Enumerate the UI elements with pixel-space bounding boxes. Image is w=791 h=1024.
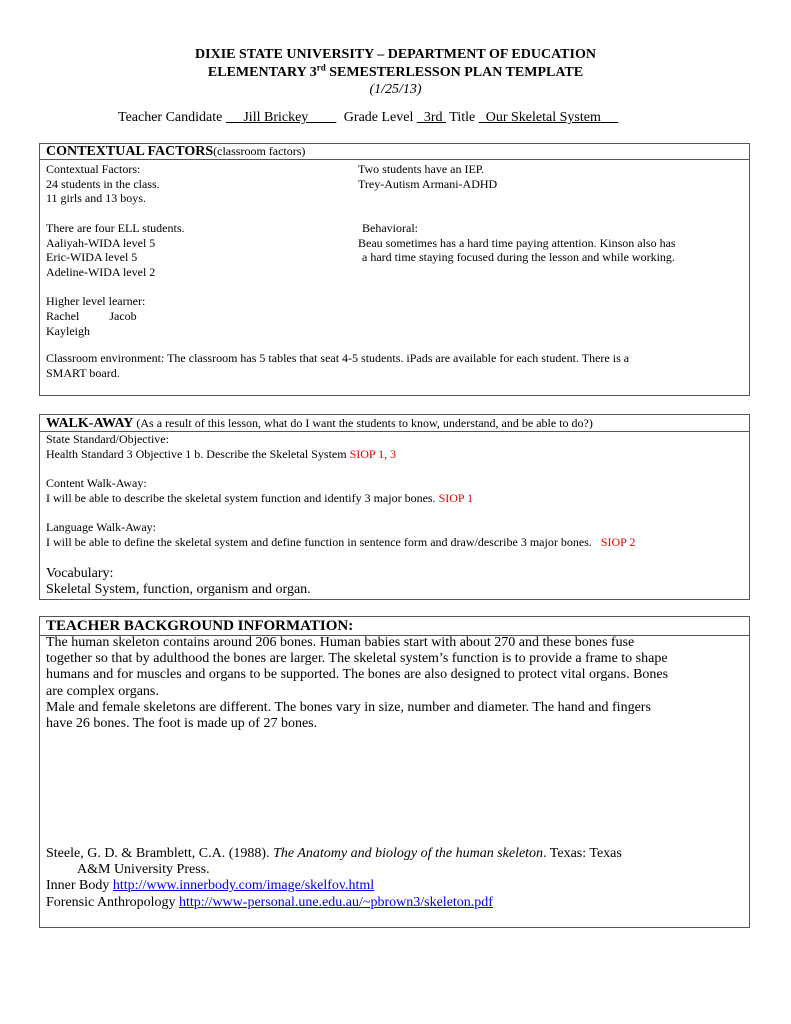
reference-title: The Anatomy and biology of the human skeleton bbox=[273, 846, 544, 861]
environment-line: Classroom environment: The classroom has 5 tables that seat 4-5 students. iPads are available for each student. There is a bbox=[46, 351, 630, 365]
references bbox=[46, 846, 622, 911]
classroom-environment bbox=[46, 351, 629, 380]
innerbody-reference bbox=[46, 878, 622, 894]
background-line: humans and for muscles and organs to be supported. The bones are also designed to protect vital organs. Bones bbox=[46, 667, 669, 683]
walk-away-content bbox=[46, 432, 635, 550]
teacher-label: Teacher Candidate bbox=[118, 110, 223, 125]
left-line: Adeline-WIDA level 2 bbox=[46, 264, 156, 279]
reference-tail: . Texas: Texas bbox=[543, 846, 622, 861]
environment-line: SMART board. bbox=[46, 365, 120, 380]
template-title-sup: rd bbox=[316, 62, 326, 73]
background-text bbox=[46, 635, 668, 732]
lesson-info-line bbox=[118, 110, 618, 126]
standard-line bbox=[46, 447, 635, 462]
date: (1/25/13) bbox=[369, 82, 422, 97]
forensic-label: Forensic Anthropology bbox=[46, 894, 179, 910]
teacher-background-heading: TEACHER BACKGROUND INFORMATION: bbox=[40, 617, 749, 636]
grade-label: Grade Level bbox=[343, 110, 414, 125]
contextual-factors-heading: CONTEXTUAL FACTORS bbox=[46, 144, 214, 159]
left-line: Contextual Factors: bbox=[46, 162, 141, 176]
background-line: are complex organs. bbox=[46, 683, 159, 699]
forensic-reference bbox=[46, 895, 622, 911]
content-line bbox=[46, 491, 635, 506]
language-siop: SIOP 2 bbox=[600, 534, 636, 549]
reference-publisher: A&M University Press. bbox=[77, 862, 210, 878]
template-title bbox=[0, 64, 791, 81]
walk-away-header bbox=[40, 415, 749, 432]
left-line: Aaliyah-WIDA level 5 bbox=[46, 235, 156, 250]
language-text: I will be able to define the skeletal system and define function in sentence form and draw/describe 3 major bones. bbox=[46, 534, 592, 549]
contextual-right-column bbox=[358, 162, 676, 265]
background-line: together so that by adulthood the bones are larger. The skeletal system’s function is to provide a frame to shape bbox=[46, 651, 668, 667]
left-line: 11 girls and 13 boys. bbox=[46, 191, 146, 206]
innerbody-link[interactable]: http://www.innerbody.com/image/skelfov.html bbox=[112, 878, 375, 894]
contextual-left-column bbox=[46, 162, 185, 338]
background-line: Male and female skeletons are different. The bones vary in size, number and diameter. The hand and fingers bbox=[46, 699, 651, 715]
contextual-factors-header bbox=[40, 144, 749, 160]
contextual-factors-sub: (classroom factors) bbox=[213, 144, 306, 158]
right-line: Trey-Autism Armani-ADHD bbox=[358, 176, 498, 191]
walk-away-sub: (As a result of this lesson, what do I want the students to know, understand, and be able to do?) bbox=[136, 416, 593, 430]
title-value: Our Skeletal System bbox=[485, 110, 601, 125]
left-line: There are four ELL students. bbox=[46, 220, 185, 235]
background-line: The human skeleton contains around 206 bones. Human babies start with about 270 and these bones fuse bbox=[46, 635, 635, 650]
forensic-link[interactable]: http://www-personal.une.edu.au/~pbrown3/skeleton.pdf bbox=[179, 894, 493, 910]
title-label: Title bbox=[449, 110, 476, 125]
reference-author: Steele, G. D. & Bramblett, C.A. (1988). bbox=[46, 846, 274, 861]
language-label: Language Walk-Away: bbox=[46, 520, 157, 535]
innerbody-label: Inner Body bbox=[46, 878, 113, 894]
standard-siop: SIOP 1, 3 bbox=[349, 446, 397, 461]
template-title-part1: ELEMENTARY 3 bbox=[207, 65, 317, 80]
right-line: Behavioral: bbox=[362, 220, 418, 235]
teacher-value: Jill Brickey bbox=[243, 110, 309, 125]
institution-title: DIXIE STATE UNIVERSITY – DEPARTMENT OF EDUCATION bbox=[195, 47, 596, 62]
left-line: Higher level learner: bbox=[46, 294, 146, 309]
grade-value: 3rd bbox=[423, 110, 443, 125]
right-line: Beau sometimes has a hard time paying attention. Kinson also has bbox=[358, 235, 676, 250]
vocab-text: Skeletal System, function, organism and organ. bbox=[46, 582, 311, 598]
standard-text: Health Standard 3 Objective 1 b. Describe the Skeletal System bbox=[46, 446, 350, 461]
right-line: Two students have an IEP. bbox=[358, 162, 485, 176]
language-line bbox=[46, 535, 635, 550]
template-title-part2: SEMESTERLESSON PLAN TEMPLATE bbox=[325, 65, 584, 80]
background-line: have 26 bones. The foot is made up of 27 bones. bbox=[46, 716, 318, 732]
left-line: Rachel Jacob bbox=[46, 309, 137, 323]
walk-away-heading: WALK-AWAY bbox=[46, 416, 134, 431]
content-label: Content Walk-Away: bbox=[46, 476, 147, 491]
right-line: a hard time staying focused during the lesson and while working. bbox=[362, 250, 675, 265]
vocabulary bbox=[46, 566, 311, 598]
content-siop: SIOP 1 bbox=[438, 490, 474, 505]
content-text: I will be able to describe the skeletal system function and identify 3 major bones. bbox=[46, 490, 439, 505]
left-line: Eric-WIDA level 5 bbox=[46, 250, 138, 265]
standard-label: State Standard/Objective: bbox=[46, 432, 169, 446]
left-line: Kayleigh bbox=[46, 323, 90, 338]
reference-citation bbox=[46, 846, 622, 862]
vocab-label: Vocabulary: bbox=[46, 566, 114, 581]
left-line: 24 students in the class. bbox=[46, 176, 160, 191]
